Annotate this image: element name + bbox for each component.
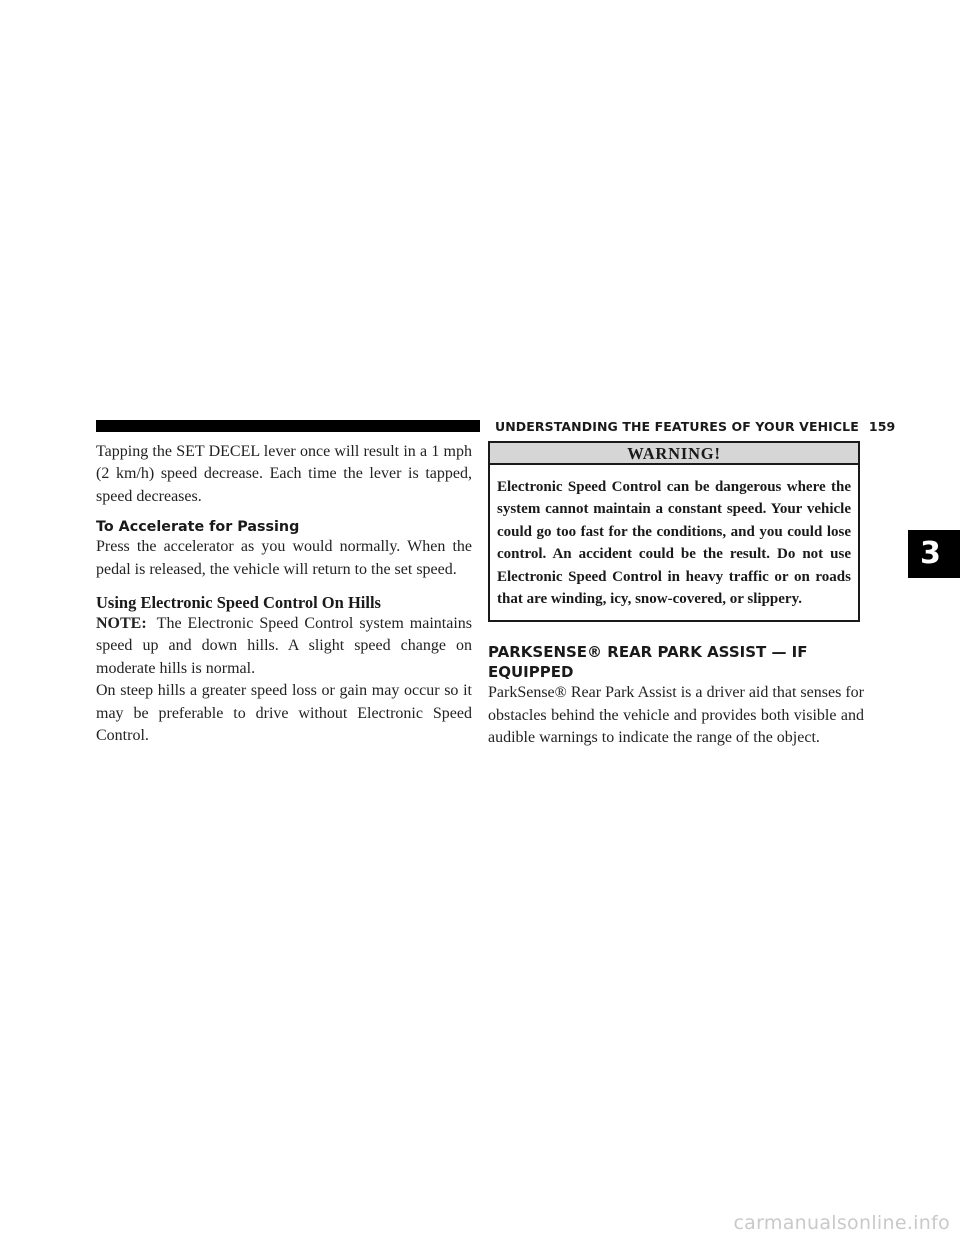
warning-box [488,441,860,622]
section-heading-parksense: PARKSENSE® REAR PARK ASSIST — IF EQUIPPED [488,643,808,682]
paragraph-accelerate: Press the accelerator as you would normally. When the pedal is released, the vehicle will return to the set speed. [96,538,472,578]
warning-title: WARNING! [490,443,858,465]
paragraph-parksense: ParkSense® Rear Park Assist is a driver aid that senses for obstacles behind the vehicle and provides both visible and audible warnings to indicate the range of the object. [488,684,864,747]
page-number: 159 [868,419,896,434]
paragraph-decel: Tapping the SET DECEL lever once will result in a 1 mph (2 km/h) speed decrease. Each time the lever is tapped, speed decreases. [96,443,472,505]
chapter-tab: 3 [908,530,960,578]
running-header [495,420,895,434]
left-column [96,441,472,747]
watermark-text: carmanualsonline.info [733,1212,950,1234]
note-paragraph [96,613,472,680]
heading-hills: Using Electronic Speed Control On Hills [96,593,381,613]
warning-text: Electronic Speed Control can be dangerous where the system cannot maintain a constant speed. Your vehicle could go too fast for the conditions, and you could lose control. An accident could be the result. Do not use Electronic Speed Control in heavy traffic or on roads that are winding, icy, snow-covered, or slippery. [497,479,851,608]
header-title: UNDERSTANDING THE FEATURES OF YOUR VEHICLE [495,419,859,434]
paragraph-steep-hills: On steep hills a greater speed loss or gain may occur so it may be preferable to drive without Electronic Speed Control. [96,682,472,745]
note-label: NOTE: [96,615,147,633]
note-text: The Electronic Speed Control system maintains speed up and down hills. A slight speed change on moderate hills is normal. [96,615,472,677]
header-rule [96,420,480,432]
right-column [488,441,864,750]
heading-accelerate: To Accelerate for Passing [96,519,300,536]
